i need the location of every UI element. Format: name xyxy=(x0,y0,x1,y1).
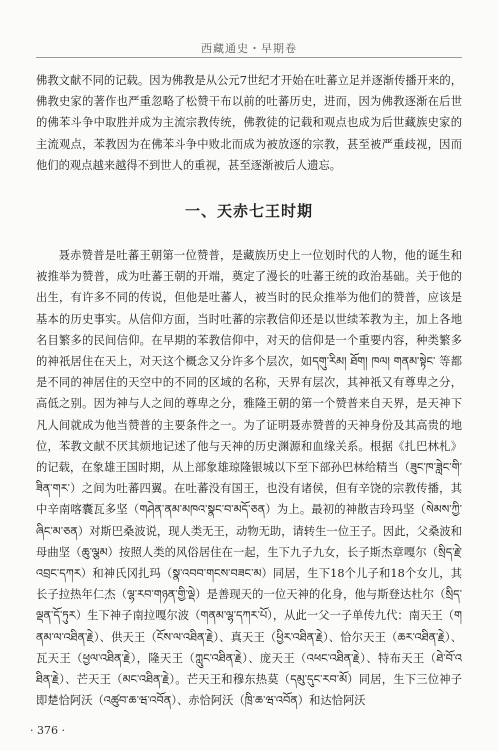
running-header: 西藏通史・早期卷 xyxy=(201,42,297,55)
paragraph-continued: 佛教文献不同的记载。因为佛教是从公元7世纪才开始在吐蕃立足并逐渐传播开来的，佛教史家的著作也严重忽略了松赞干布以前的吐蕃历史，进而，因为佛教逐渐在后世的佛苯斗争中取胜并成为主流宗教传统，佛教徒的记载和观点也成为后世藏族史家的主流观点，苯教因为在佛苯斗争中败北而成为被放逐的宗教，甚至被严重歧视，因而他们的观点越来越得不到世人的重视，甚至逐渐被后人遗忘。 xyxy=(36,74,462,172)
header-rule xyxy=(36,57,462,58)
page-number: · 376 · xyxy=(30,724,65,737)
paragraph-nyatri-tsenpo: 聂赤赞普是吐蕃王朝第一位赞普，是藏族历史上一位划时代的人物，他的诞生和被推举为赞普，成为吐蕃王朝的开端，奠定了漫长的吐蕃王统的政治基础。关于他的出生，有许多不同的传说，但他是吐蕃人，被当时的民众推举为他们的赞普，应该是基本的历史事实。从信仰方面，当时吐蕃的宗教信仰还是以世续苯教为主，加上各地名目繁多的民间信仰。在早期的苯教信仰中，对天的信仰是一个重要内容，种类繁多的神祇居住在天上，对天这个概念又分许多个层次，如དགུ་རིམ། ཐོག། ཁལ། གནམ་སྟེང་ 等都是不同的神居住的天空中的不同的区域的名称，天界有层次，其神祇又有尊卑之分，高低之别。因为神与人之间的尊卑之分，雅隆王朝的第一个赞普来自天界，是天神下凡人间就成为他当赞普的主要条件之一。为了证明聂赤赞普的天神身份及其高贵的地位，苯教文献不厌其烦地记述了他与天神的历史渊源和血缘关系。根据《扎巴林札》的记载，在象雄王国时期，从上部象雄琼隆银城以下至下部孙巴林给精当（ཟུང་ཁ་ཟླེང་གི་ཟིན་གར་）之间为吐蕃四翼。在吐蕃没有国王，也没有诸侯，但有辛饶的宗教传播，其中辛南喀囊瓦多坚（གཤེན་ནམ་མཁའ་སྣང་བ་མདོ་ཅན）为上。最初的神散吉玲玛坚（སེམས་ཀྱི་ཞིང་མ་ཅན）对斯巴桑波说，现人类无王，动物无助，请转生一位王子。因此，父桑波和母曲坚（ཆུ་ལྕམ）按照人类的风俗居住在一起，生下九子九女，长子斯杰章嘎尔（སྲིད་རྗེ་འབྲང་དཀར）和神氏冈扎玛（སྣ་འབབ་གངས་བཟང་མ）同居，生下18个儿子和18个女儿，其长子拉热年仁杰（ལྷ་རབ་གཉན་གྱི་ལྡེ）是善现天的一位天神的化身，他与斯登达杜尔（སྲིད་ལྡན་དོ་ཏུར）生下神子南拉嘎尔波（གནམ་ལྷ་དཀར་པོ），从此一父一子单传九代：南天王（གནམ་ལ་འཐིན་རྗེ）、供天王（ངོས་ལ་འཐིན་རྗེ）、真天王（ཕྱིར་འཐིན་རྗེ）、恰尔天王（ཆར་འཐིན་རྗེ）、瓦天王（ཕྱལ་འཐིན་རྗེ），隆天王（ཀླུང་འཐིན་རྗེ）、庞天王（འཕང་འཐིན་རྗེ）、特布天王（ཐེ་བོ་འཐིན་རྗེ）、芒天王（མང་འཐིན་རྗེ）。芒天王和穆东热莫（དམུ་དུང་རབ་མོ）同居，生下三位神子即楚恰阿沃（འཚུབ་ཆ་ཝ་འབོན）、赤恰阿沃（ཁྲི་ཆ་ཝ་འབོན）和达恰阿沃 xyxy=(36,249,462,708)
section-heading: 一、天赤七王时期 xyxy=(184,202,313,220)
